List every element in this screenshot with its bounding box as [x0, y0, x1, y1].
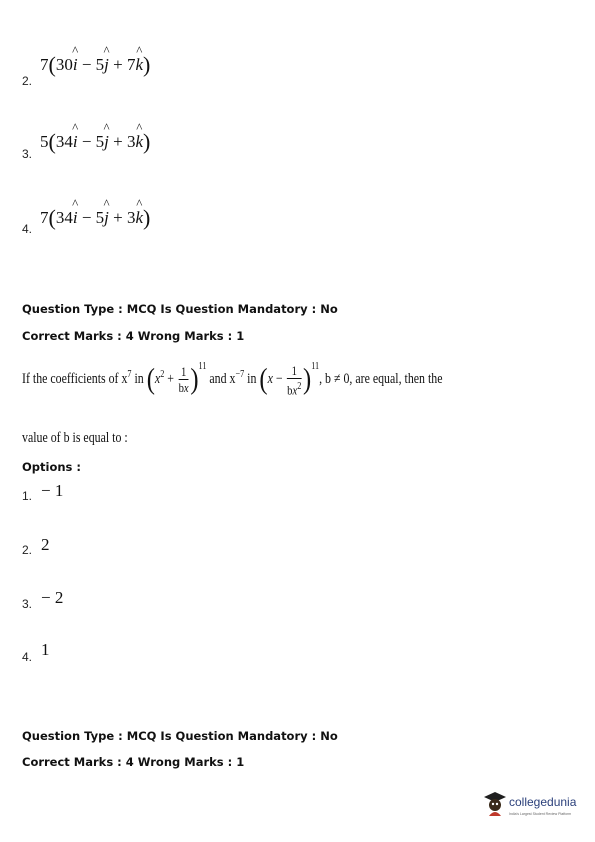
fraction-1-over-bx2: $\frac{1}{bx^2}$ [287, 362, 302, 397]
option-4-number: 4. [22, 650, 33, 664]
option-3-value: − 2 [41, 588, 64, 607]
logo-wordmark: collegedunia [509, 795, 577, 809]
prev-option-4-expression: 7(34^ i − 5^ j + 3^ k) [40, 205, 150, 231]
prev-option-2-number: 2. [22, 74, 33, 88]
option-2-value: 2 [41, 535, 50, 554]
coefficient: 7 [40, 55, 49, 74]
marks-line: Correct Marks : 4 Wrong Marks : 1 [22, 755, 245, 769]
option-4-value: 1 [41, 640, 50, 659]
question-type-line: Question Type : MCQ Is Question Mandatory : No [22, 729, 338, 743]
fraction-1-over-bx: $\frac{1}{bx}$ [178, 364, 189, 396]
prev-option-3-number: 3. [22, 147, 33, 161]
logo-tagline: India's Largest Student Review Platform [509, 812, 572, 816]
option-2-number: 2. [22, 543, 33, 557]
prev-option-3-expression: 5(34^ i − 5^ j + 3^ k) [40, 129, 150, 155]
prev-option-4-number: 4. [22, 222, 33, 236]
option-1-number: 1. [22, 489, 33, 503]
graduate-mascot-icon [483, 790, 507, 818]
collegedunia-logo [483, 790, 583, 820]
option-1-value: − 1 [41, 481, 64, 500]
option-3-number: 3. [22, 597, 33, 611]
prev-option-2-expression: 7(30^ i − 5^ j + 7^ k) [40, 52, 150, 78]
marks-line: Correct Marks : 4 Wrong Marks : 1 [22, 329, 245, 343]
question-text-line-2: value of b is equal to : [22, 430, 128, 446]
options-label: Options : [22, 460, 81, 474]
question-type-line: Question Type : MCQ Is Question Mandatory : No [22, 302, 338, 316]
question-text-line-1: If the coefficients of $x^7$ in ($x^2$ + $\frac{1}{bx}$ )$^{11}$ and $x^{-7}$ in (x − $\frac{1}{bx^2}$ )$^{11}$, b ≠ 0, are equal, then the [22, 361, 443, 397]
